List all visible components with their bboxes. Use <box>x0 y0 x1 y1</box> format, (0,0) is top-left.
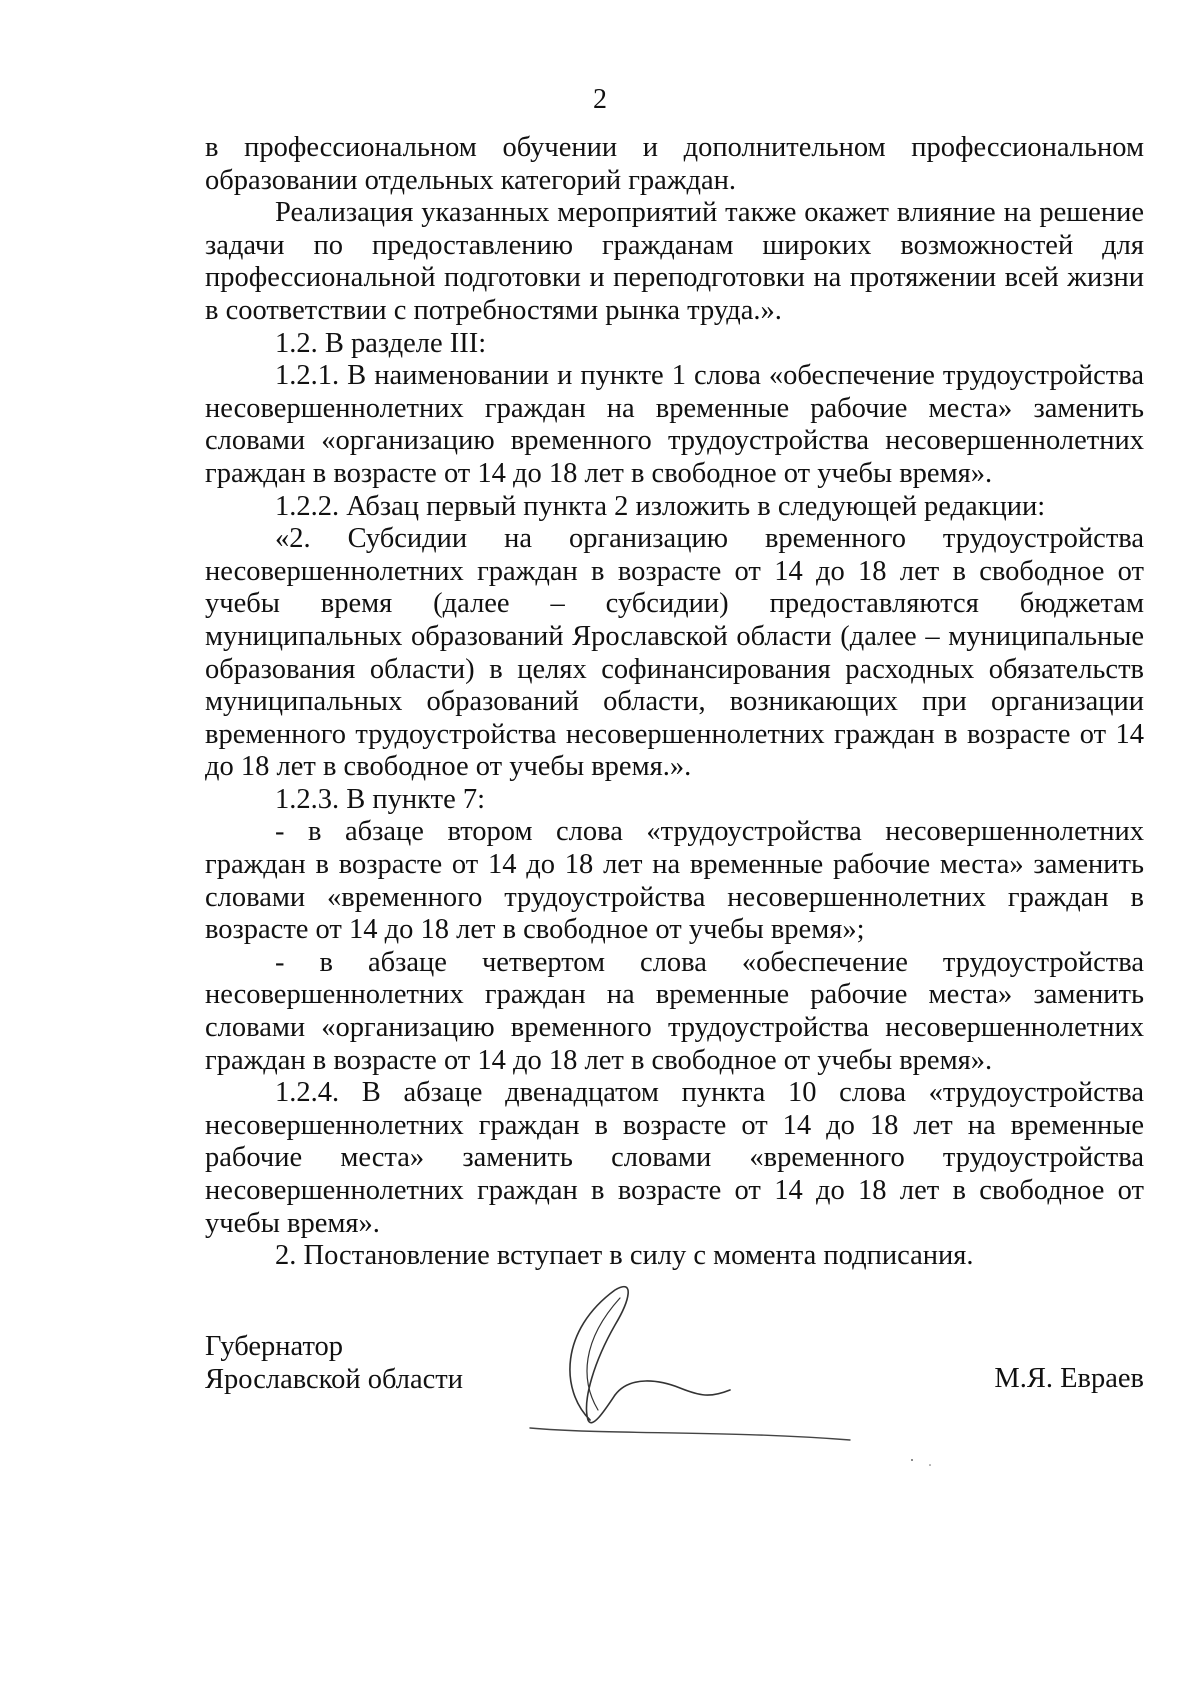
signer-title-line1: Губернатор <box>205 1331 344 1362</box>
paragraph: 2. Постановление вступает в силу с момента подписания. <box>275 1240 974 1272</box>
paragraph: в профессиональном обучении и дополнительном профессиональном образовании отдельных категорий граждан. <box>205 132 1144 196</box>
signer-title <box>205 1331 463 1396</box>
paragraph: 1.2.1. В наименовании и пункте 1 слова «обеспечение трудоустройства несовершеннолетних граждан на временные рабочие места» заменить словами «организацию временного трудоустройства несовершеннолетних граждан в возрасте от 14 до 18 лет в свободное от учебы время». <box>205 360 1144 489</box>
paragraph: 1.2.3. В пункте 7: <box>275 783 486 815</box>
paragraph: 1.2.4. В абзаце двенадцатом пункта 10 слова «трудоустройства несовершеннолетних граждан в возрасте от 14 до 18 лет на временные рабочие места» заменить словами «временного трудоустройства несовершеннолетних граждан в возрасте от 14 до 18 лет в свободное от учебы время». <box>205 1077 1144 1239</box>
signer-name: М.Я. Евраев <box>994 1363 1144 1394</box>
document-body <box>205 132 1144 1273</box>
paragraph: 1.2.2. Абзац первый пункта 2 изложить в следующей редакции: <box>275 490 1046 522</box>
signature-block <box>205 1331 1144 1451</box>
paragraph: - в абзаце четвертом слова «обеспечение трудоустройства несовершеннолетних граждан на временные рабочие места» заменить словами «организацию временного трудоустройства несовершеннолетних граждан в возрасте от 14 до 18 лет в свободное от учебы время». <box>205 946 1144 1076</box>
paragraph: Реализация указанных мероприятий также окажет влияние на решение задачи по предоставлению гражданам широких возможностей для профессиональной подготовки и переподготовки на протяжении всей жизни в соответствии с потребностями рынка труда.». <box>205 197 1144 326</box>
paragraph: 1.2. В разделе III: <box>275 327 487 359</box>
paragraph: - в абзаце втором слова «трудоустройства несовершеннолетних граждан в возрасте от 14 до 18 лет на временные рабочие места» заменить словами «временного трудоустройства несовершеннолетних граждан в возрасте от 14 до 18 лет в свободное от учебы время»; <box>205 816 1144 946</box>
signer-title-line2: Ярославской области <box>205 1363 463 1395</box>
page-number: 2 <box>593 84 607 115</box>
paragraph: «2. Субсидии на организацию временного трудоустройства несовершеннолетних граждан в возрасте от 14 до 18 лет в свободное от учебы время (далее – субсидии) предоставляются бюджетам муниципальных образований Ярославской области (далее – муниципальные образования области) в целях софинансирования расходных обязательств муниципальных образований области, возникающих при организации временного трудоустройства несовершеннолетних граждан в возрасте от 14 до 18 лет в свободное от учебы время.». <box>205 523 1144 783</box>
